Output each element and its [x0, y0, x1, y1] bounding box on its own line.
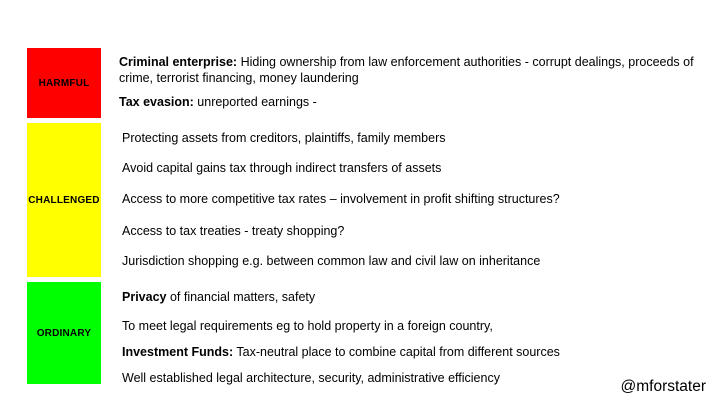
band-harmful — [27, 48, 101, 118]
band-label-harmful: HARMFUL — [38, 77, 90, 89]
ordinary-item-privacy — [122, 289, 315, 305]
harmful-item-tax-evasion — [119, 94, 317, 110]
band-label-ordinary: ORDINARY — [36, 327, 92, 339]
ordinary-item-legal-requirements — [122, 318, 493, 334]
author-handle: @mforstater — [620, 378, 706, 395]
harmful-item-bold: Criminal enterprise: — [119, 55, 238, 69]
ordinary-item-text: Well established legal architecture, security, administrative efficiency — [122, 371, 500, 385]
ordinary-item-text: of financial matters, safety — [166, 290, 316, 304]
harmful-item-text: Hiding ownership from law enforcement authorities - corrupt dealings, proceeds of crime, terrorist financing, money laundering — [119, 55, 694, 85]
band-ordinary — [27, 282, 101, 384]
ordinary-item-text: Tax-neutral place to combine capital from different sources — [233, 345, 560, 359]
band-label-challenged: CHALLENGED — [28, 194, 100, 206]
harmful-item-bold: Tax evasion: — [119, 95, 194, 109]
harmful-item-text: unreported earnings - — [193, 95, 317, 109]
harmful-item-criminal-enterprise — [119, 54, 704, 86]
challenged-item: Protecting assets from creditors, plaintiffs, family members — [122, 131, 446, 145]
ordinary-item-text: To meet legal requirements eg to hold property in a foreign country, — [122, 319, 493, 333]
challenged-item: Avoid capital gains tax through indirect transfers of assets — [122, 161, 442, 175]
challenged-item: Access to tax treaties - treaty shopping? — [122, 224, 345, 238]
challenged-item: Jurisdiction shopping e.g. between common law and civil law on inheritance — [122, 254, 541, 268]
ordinary-item-bold: Investment Funds: — [122, 345, 234, 359]
band-challenged — [27, 123, 101, 277]
ordinary-item-bold: Privacy — [122, 290, 167, 304]
ordinary-item-legal-architecture — [122, 370, 500, 386]
ordinary-item-investment-funds — [122, 344, 560, 360]
challenged-item: Access to more competitive tax rates – involvement in profit shifting structures? — [122, 192, 560, 206]
